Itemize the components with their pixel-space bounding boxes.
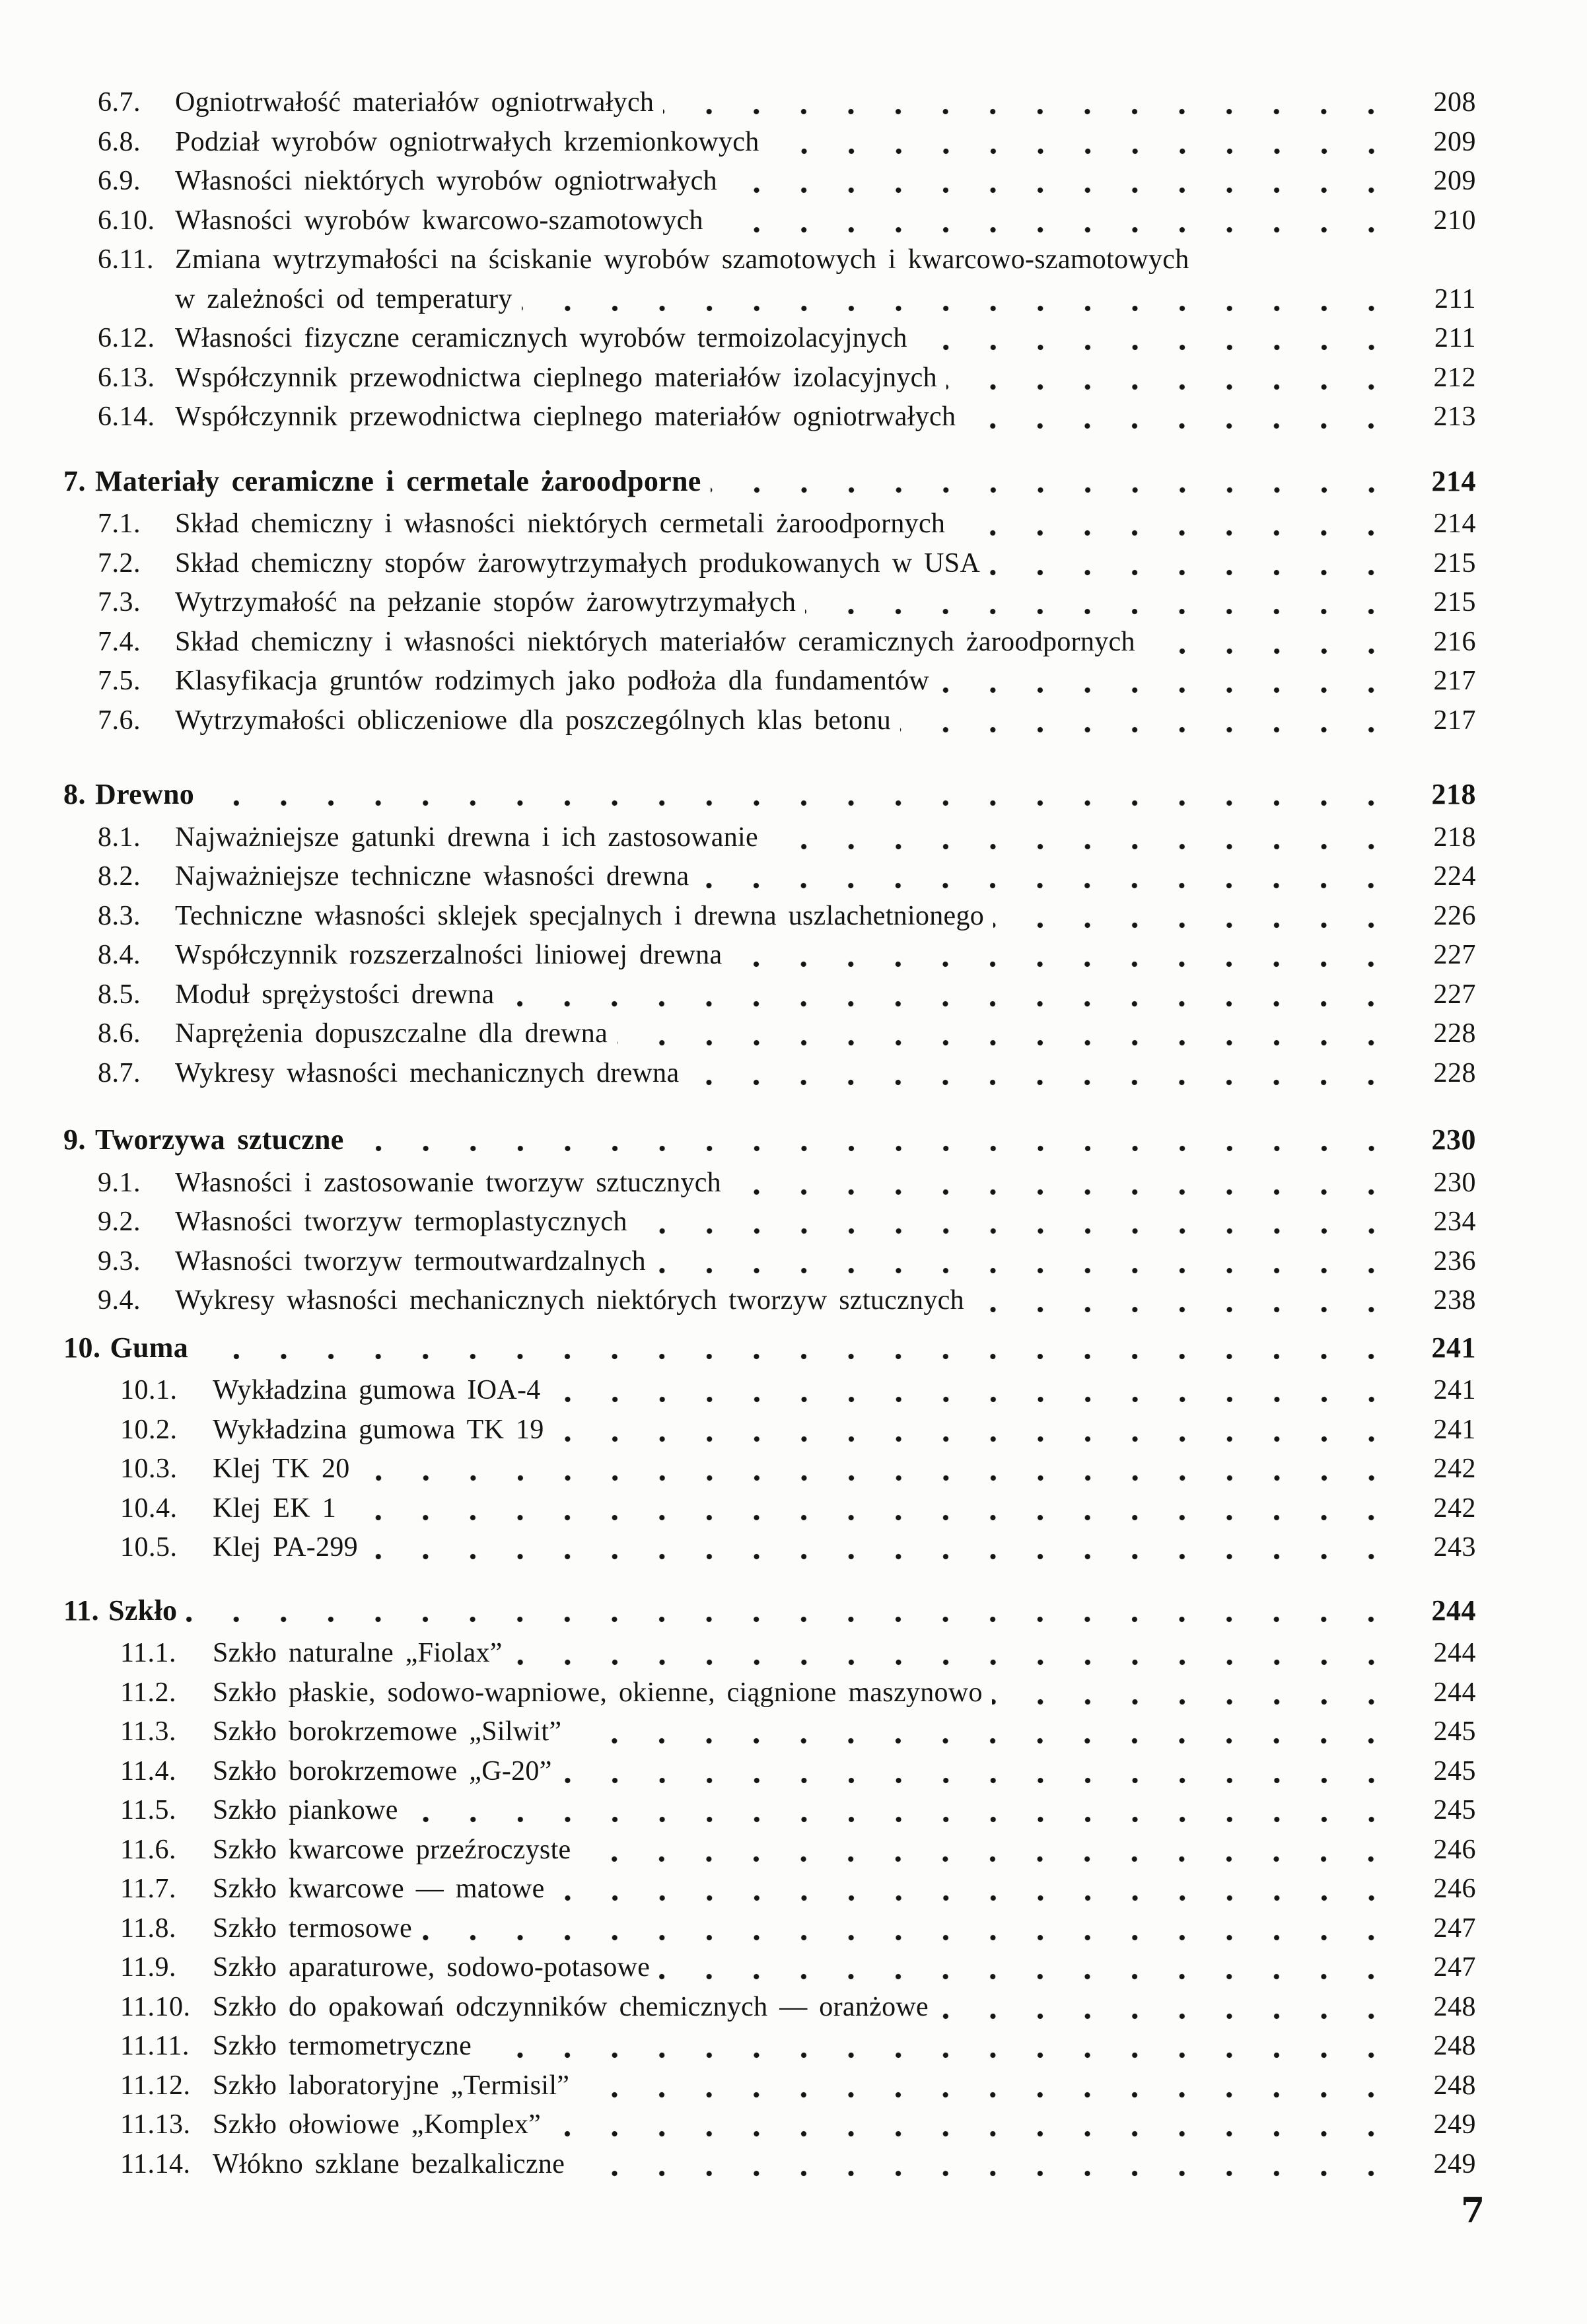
- dot-leader: [637, 1203, 1395, 1242]
- entry-page-number: 215: [1433, 587, 1476, 617]
- entry-number: 11.2.: [120, 1677, 176, 1708]
- entry-page-number: 210: [1433, 205, 1476, 236]
- entry-title: Techniczne własności sklejek specjalnych i drewna uszlachetnionego: [175, 900, 985, 931]
- entry-title: Szkło ołowiowe „Komplex”: [213, 2109, 542, 2140]
- entry-page-number: 211: [1434, 323, 1476, 353]
- entry-page-number: 245: [1433, 1795, 1476, 1825]
- entry-title: Klej EK 1: [213, 1493, 336, 1524]
- toc-entry-7-4[interactable]: [0, 623, 1476, 662]
- entry-title: Własności tworzyw termoplastycznych: [175, 1207, 627, 1237]
- dot-leader: [353, 1120, 1395, 1160]
- entry-number: 11.13.: [120, 2109, 191, 2140]
- page-number: 7: [1461, 2191, 1485, 2231]
- toc-entry-7-6[interactable]: [0, 701, 1476, 741]
- entry-page-number: 247: [1433, 1952, 1476, 1983]
- entry-title: Własności wyrobów kwarcowo-szamotowych: [175, 205, 703, 236]
- chapter-title: Tworzywa sztuczne: [95, 1123, 344, 1156]
- entry-page-number: 230: [1433, 1167, 1476, 1198]
- dot-leader: [989, 544, 1395, 584]
- dot-leader: [973, 1281, 1395, 1321]
- toc-entry-11-13[interactable]: [0, 2105, 1476, 2145]
- chapter-number: 11.: [63, 1594, 100, 1627]
- section-11: [0, 1591, 1587, 2185]
- entry-title: Najważniejsze techniczne własności drewna: [175, 861, 689, 892]
- entry-title: Własności fizyczne ceramicznych wyrobów termoizolacyjnych: [175, 323, 907, 353]
- entry-title: Skład chemiczny i własności niektórych materiałów ceramicznych żaroodpornych: [175, 626, 1135, 657]
- chapter-heading-7[interactable]: [0, 462, 1476, 501]
- entry-number: 10.1.: [120, 1375, 178, 1405]
- dot-leader: [965, 398, 1395, 437]
- dot-leader: [730, 1164, 1395, 1203]
- chapter-title: Guma: [110, 1331, 189, 1364]
- toc-entry-10-1[interactable]: [0, 1371, 1476, 1411]
- toc-entry-7-3[interactable]: [0, 583, 1476, 623]
- chapter-page-number: 214: [1431, 464, 1476, 497]
- toc-entry-9-3[interactable]: [0, 1242, 1476, 1282]
- entry-page-number: 246: [1433, 1874, 1476, 1904]
- dot-leader: [367, 1528, 1395, 1568]
- toc-entry-11-5[interactable]: [0, 1791, 1476, 1831]
- entry-number: 6.10.: [98, 205, 155, 236]
- entry-page-number: 248: [1433, 1991, 1476, 2022]
- entry-title: Współczynnik przewodnictwa cieplnego materiałów izolacyjnych: [175, 362, 937, 393]
- toc-entry-11-2[interactable]: [0, 1673, 1476, 1713]
- toc-entry-8-2[interactable]: [0, 857, 1476, 897]
- toc-entry-6-12[interactable]: [0, 319, 1476, 359]
- entry-title: Własności niektórych wyrobów ogniotrwałych: [175, 166, 717, 196]
- dot-leader: [561, 1752, 1395, 1792]
- dot-leader: [345, 1489, 1395, 1529]
- dot-leader: [407, 1791, 1395, 1831]
- toc-entry-10-5[interactable]: [0, 1528, 1476, 1568]
- dot-leader: [713, 201, 1395, 241]
- entry-title: Podział wyrobów ogniotrwałych krzemionkowych: [175, 126, 759, 157]
- toc-entry-11-3[interactable]: [0, 1712, 1476, 1752]
- dot-leader: [659, 1948, 1395, 1988]
- chapter-title: Szkło: [108, 1594, 178, 1627]
- toc-entry-8-7[interactable]: [0, 1054, 1476, 1094]
- entry-title: Wytrzymałości obliczeniowe dla poszczególnych klas betonu: [175, 705, 892, 736]
- entry-page-number: 245: [1433, 1716, 1476, 1747]
- toc-entry-8-3[interactable]: [0, 897, 1476, 936]
- entry-title: Wykładzina gumowa TK 19: [213, 1414, 544, 1445]
- section-6-continued: [0, 83, 1587, 437]
- entry-number: 11.11.: [120, 2031, 190, 2061]
- entry-page-number: 216: [1433, 626, 1476, 657]
- entry-title: Współczynnik rozszerzalności liniowej drewna: [175, 940, 723, 970]
- toc-entry-7-1[interactable]: [0, 505, 1476, 544]
- entry-number: 8.4.: [98, 940, 141, 970]
- entry-page-number: 234: [1433, 1207, 1476, 1237]
- toc-entry-11-10[interactable]: [0, 1988, 1476, 2027]
- entry-number: 11.9.: [120, 1952, 176, 1983]
- toc-entry-11-11[interactable]: [0, 2027, 1476, 2066]
- entry-number: 7.6.: [98, 705, 141, 736]
- toc-entry-11-12[interactable]: [0, 2066, 1476, 2106]
- entry-number: 7.2.: [98, 547, 141, 579]
- toc-entry-11-7[interactable]: [0, 1870, 1476, 1909]
- chapter-page-number: 230: [1431, 1123, 1476, 1156]
- chapter-page-number: 218: [1431, 778, 1476, 810]
- toc-entry-6-10[interactable]: [0, 201, 1476, 241]
- dot-leader: [574, 2145, 1395, 2185]
- toc-entry-11-1[interactable]: [0, 1634, 1476, 1673]
- section-10: [0, 1328, 1587, 1568]
- toc-entry-8-5[interactable]: [0, 975, 1476, 1015]
- toc-entry-8-4[interactable]: [0, 936, 1476, 975]
- entry-page-number: 243: [1433, 1532, 1476, 1563]
- entry-page-number: 213: [1433, 402, 1476, 432]
- dot-leader: [767, 818, 1395, 858]
- entry-number: 11.6.: [120, 1834, 176, 1865]
- section-7: [0, 462, 1587, 741]
- entry-page-number: 244: [1433, 1638, 1476, 1668]
- entry-number: 7.5.: [98, 666, 141, 696]
- entry-title: Szkło aparaturowe, sodowo-potasowe: [213, 1952, 651, 1983]
- dot-leader: [688, 1054, 1395, 1094]
- toc-entry-9-2[interactable]: [0, 1203, 1476, 1242]
- chapter-heading-11[interactable]: [0, 1591, 1476, 1631]
- chapter-number: 7.: [63, 464, 86, 497]
- entry-page-number: 209: [1433, 126, 1476, 157]
- entry-title: Szkło termosowe: [213, 1913, 412, 1944]
- toc-entry-7-5[interactable]: [0, 662, 1476, 701]
- toc-entry-11-6[interactable]: [0, 1831, 1476, 1870]
- section-9: [0, 1120, 1587, 1321]
- chapter-heading-9[interactable]: [0, 1120, 1476, 1160]
- entry-number: 11.5.: [120, 1795, 176, 1825]
- entry-page-number: 248: [1433, 2031, 1476, 2061]
- toc-entry-8-1[interactable]: [0, 818, 1476, 858]
- toc-entry-6-14[interactable]: [0, 398, 1476, 437]
- entry-page-number: 227: [1433, 979, 1476, 1010]
- entry-number: 8.1.: [98, 822, 141, 853]
- toc-entry-9-1[interactable]: [0, 1164, 1476, 1203]
- toc-entry-8-6[interactable]: [0, 1014, 1476, 1054]
- dot-leader: [1145, 623, 1395, 662]
- entry-page-number: 247: [1433, 1913, 1476, 1944]
- chapter-title: Drewno: [95, 778, 195, 810]
- entry-page-number: 245: [1433, 1755, 1476, 1786]
- dot-leader: [655, 1242, 1395, 1282]
- dot-leader: [421, 1909, 1395, 1949]
- chapter-page-number: 241: [1431, 1331, 1476, 1364]
- dot-leader: [503, 975, 1395, 1015]
- dot-leader: [805, 583, 1395, 623]
- entry-page-number: 248: [1433, 2070, 1476, 2101]
- entry-number: 8.2.: [98, 861, 141, 892]
- entry-title: Szkło kwarcowe — matowe: [213, 1874, 545, 1904]
- entry-title: Skład chemiczny stopów żarowytrzymałych produkowanych w USA: [175, 547, 981, 579]
- dot-leader: [554, 1870, 1395, 1909]
- entry-title: Najważniejsze gatunki drewna i ich zastosowanie: [175, 822, 758, 853]
- entry-number: 8.7.: [98, 1057, 141, 1088]
- entry-number: 7.3.: [98, 587, 141, 617]
- entry-title: Naprężenia dopuszczalne dla drewna: [175, 1018, 608, 1049]
- entry-number: 6.11.: [98, 244, 154, 275]
- entry-title: Klej TK 20: [213, 1454, 350, 1484]
- entry-number: 9.1.: [98, 1167, 141, 1198]
- entry-title: Klasyfikacja gruntów rodzimych jako podłoża dla fundamentów: [175, 666, 930, 696]
- entry-title: Szkło naturalne „Fiolax”: [213, 1638, 503, 1668]
- table-of-contents: [0, 83, 1587, 2184]
- entry-number: 10.5.: [120, 1532, 178, 1563]
- dot-leader: [580, 1831, 1395, 1870]
- entry-page-number: 211: [1434, 283, 1476, 314]
- entry-page-number: 218: [1433, 822, 1476, 853]
- entry-title: Własności i zastosowanie tworzyw sztucznych: [175, 1167, 721, 1198]
- dot-leader: [993, 897, 1395, 936]
- dot-leader: [900, 701, 1395, 741]
- entry-title: Szkło termometryczne: [213, 2031, 472, 2061]
- entry-number: 11.1.: [120, 1638, 176, 1668]
- entry-title: Włókno szklane bezalkaliczne: [213, 2148, 565, 2179]
- dot-leader: [197, 1328, 1395, 1368]
- dot-leader: [992, 1673, 1395, 1713]
- dot-leader: [663, 83, 1395, 123]
- chapter-page-number: 244: [1431, 1594, 1476, 1627]
- entry-number: 7.1.: [98, 509, 141, 539]
- chapter-title: Materiały ceramiczne i cermetale żaroodporne: [95, 464, 701, 497]
- toc-entry-10-3[interactable]: [0, 1450, 1476, 1489]
- entry-number: 6.8.: [98, 126, 141, 157]
- toc-entry-10-4[interactable]: [0, 1489, 1476, 1529]
- entry-number: 9.3.: [98, 1246, 141, 1277]
- entry-page-number: 215: [1433, 547, 1476, 579]
- entry-page-number: 228: [1433, 1018, 1476, 1049]
- entry-number: 6.13.: [98, 362, 155, 393]
- toc-entry-7-2[interactable]: [0, 544, 1476, 584]
- dot-leader: [186, 1591, 1395, 1631]
- toc-entry-6-9[interactable]: [0, 162, 1476, 201]
- dot-leader: [481, 2027, 1395, 2066]
- dot-leader: [617, 1014, 1395, 1054]
- entry-number: 8.6.: [98, 1018, 141, 1049]
- entry-number: 6.12.: [98, 323, 155, 353]
- chapter-heading-10[interactable]: [0, 1328, 1476, 1368]
- toc-entry-6-11[interactable]: [0, 240, 1476, 280]
- dot-leader: [726, 162, 1395, 201]
- entry-title: Ogniotrwałość materiałów ogniotrwałych: [175, 87, 654, 118]
- entry-page-number: 209: [1433, 166, 1476, 196]
- toc-entry-9-4[interactable]: [0, 1281, 1476, 1321]
- entry-page-number: 241: [1433, 1414, 1476, 1445]
- dot-leader: [522, 280, 1395, 320]
- entry-number: 9.2.: [98, 1207, 141, 1237]
- entry-page-number: 238: [1433, 1285, 1476, 1316]
- entry-page-number: 244: [1433, 1677, 1476, 1708]
- entry-title: Wykresy własności mechanicznych drewna: [175, 1057, 680, 1088]
- entry-number: 8.5.: [98, 979, 141, 1010]
- entry-title: Klej PA-299: [213, 1532, 358, 1563]
- entry-page-number: 226: [1433, 900, 1476, 931]
- entry-title: Zmiana wytrzymałości na ściskanie wyrobów szamotowych i kwarcowo-szamotowych: [175, 244, 1189, 275]
- entry-number: 7.4.: [98, 626, 141, 657]
- dot-leader: [938, 1988, 1395, 2027]
- entry-page-number: 246: [1433, 1834, 1476, 1865]
- dot-leader: [917, 319, 1395, 359]
- dot-leader: [731, 936, 1395, 975]
- chapter-heading-8[interactable]: [0, 775, 1476, 814]
- entry-number: 11.14.: [120, 2148, 191, 2179]
- entry-page-number: 242: [1433, 1493, 1476, 1524]
- dot-leader: [359, 1450, 1395, 1489]
- dot-leader: [550, 2105, 1395, 2145]
- entry-title-continuation: w zależności od temperatury: [175, 283, 512, 314]
- toc-entry-11-4[interactable]: [0, 1752, 1476, 1792]
- entry-number: 8.3.: [98, 900, 141, 931]
- entry-number: 10.4.: [120, 1493, 178, 1524]
- dot-leader: [571, 1712, 1395, 1752]
- section-8: [0, 775, 1587, 1093]
- entry-number: 9.4.: [98, 1285, 141, 1316]
- entry-title: Szkło kwarcowe przeźroczyste: [213, 1834, 571, 1865]
- entry-title: Skład chemiczny i własności niektórych cermetali żaroodpornych: [175, 509, 946, 539]
- dot-leader: [711, 462, 1395, 501]
- entry-page-number: 249: [1433, 2109, 1476, 2140]
- entry-title: Szkło borokrzemowe „Silwit”: [213, 1716, 562, 1747]
- entry-title: Moduł sprężystości drewna: [175, 979, 495, 1010]
- leader-spacer: [1199, 240, 1395, 280]
- toc-entry-11-14[interactable]: [0, 2145, 1476, 2185]
- entry-number: 10.3.: [120, 1454, 178, 1484]
- dot-leader: [553, 1411, 1395, 1450]
- entry-page-number: 228: [1433, 1057, 1476, 1088]
- entry-page-number: 236: [1433, 1246, 1476, 1277]
- entry-page-number: 208: [1433, 87, 1476, 118]
- entry-title: Szkło borokrzemowe „G-20”: [213, 1755, 552, 1786]
- entry-page-number: 249: [1433, 2148, 1476, 2179]
- entry-page-number: 214: [1433, 509, 1476, 539]
- dot-leader: [769, 123, 1395, 162]
- entry-title: Szkło piankowe: [213, 1795, 398, 1825]
- entry-number: 11.3.: [120, 1716, 176, 1747]
- entry-number: 11.7.: [120, 1874, 176, 1904]
- entry-number: 11.8.: [120, 1913, 176, 1944]
- entry-number: 6.9.: [98, 166, 141, 196]
- dot-leader: [579, 2066, 1395, 2106]
- toc-entry-6-11-continuation[interactable]: [0, 280, 1476, 320]
- dot-leader: [550, 1371, 1395, 1411]
- entry-page-number: 242: [1433, 1454, 1476, 1484]
- entry-page-number: 224: [1433, 861, 1476, 892]
- entry-title: Własności tworzyw termoutwardzalnych: [175, 1246, 646, 1277]
- entry-title: Wykresy własności mechanicznych niektórych tworzyw sztucznych: [175, 1285, 964, 1316]
- entry-title: Współczynnik przewodnictwa cieplnego materiałów ogniotrwałych: [175, 402, 956, 432]
- entry-title: Wytrzymałość na pełzanie stopów żarowytrzymałych: [175, 587, 796, 617]
- entry-number: 11.10.: [120, 1991, 191, 2022]
- toc-entry-11-9[interactable]: [0, 1948, 1476, 1988]
- entry-number: 6.7.: [98, 87, 141, 118]
- entry-title: Szkło płaskie, sodowo-wapniowe, okienne, ciągnione maszynowo: [213, 1677, 983, 1708]
- entry-page-number: 212: [1433, 362, 1476, 393]
- toc-entry-11-8[interactable]: [0, 1909, 1476, 1949]
- entry-number: 11.12.: [120, 2070, 191, 2101]
- entry-page-number: 227: [1433, 940, 1476, 970]
- entry-page-number: 217: [1433, 666, 1476, 696]
- entry-page-number: 217: [1433, 705, 1476, 736]
- dot-leader: [698, 857, 1395, 897]
- entry-title: Szkło laboratoryjne „Termisil”: [213, 2070, 570, 2101]
- entry-number: 6.14.: [98, 402, 155, 432]
- dot-leader: [512, 1634, 1395, 1673]
- dot-leader: [938, 662, 1395, 701]
- entry-page-number: 241: [1433, 1375, 1476, 1405]
- entry-title: Szkło do opakowań odczynników chemicznych — oranżowe: [213, 1991, 929, 2022]
- dot-leader: [203, 775, 1395, 814]
- toc-entry-6-7[interactable]: [0, 83, 1476, 123]
- toc-entry-10-2[interactable]: [0, 1411, 1476, 1450]
- entry-title: Wykładzina gumowa IOA-4: [213, 1375, 541, 1405]
- entry-number: 10.2.: [120, 1414, 178, 1445]
- toc-entry-6-13[interactable]: [0, 359, 1476, 398]
- toc-entry-6-8[interactable]: [0, 123, 1476, 162]
- chapter-number: 8.: [63, 778, 86, 810]
- chapter-number: 9.: [63, 1123, 86, 1156]
- chapter-number: 10.: [63, 1331, 101, 1364]
- entry-number: 11.4.: [120, 1755, 176, 1786]
- dot-leader: [954, 505, 1395, 544]
- dot-leader: [946, 359, 1395, 398]
